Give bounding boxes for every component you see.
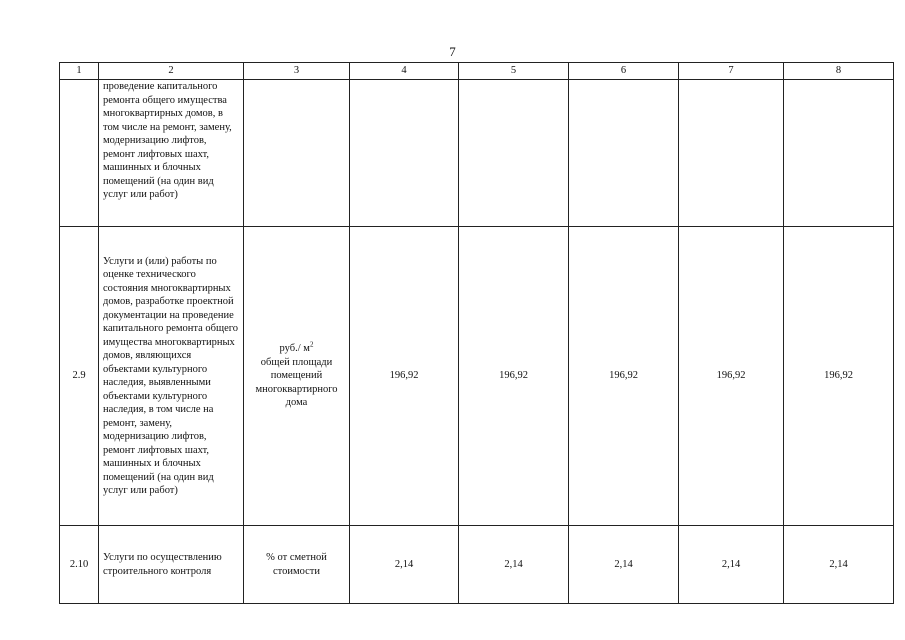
unit-cell: [244, 80, 350, 227]
value-cell: 2,14: [679, 526, 784, 604]
rates-table: [59, 62, 894, 604]
unit-superscript: 2: [309, 340, 314, 349]
value-cell: 2,14: [569, 526, 679, 604]
value-cell: [350, 80, 459, 227]
column-header: 4: [350, 63, 459, 80]
value-cell: 196,92: [350, 227, 459, 526]
column-header: 2: [99, 63, 244, 80]
column-header: 8: [784, 63, 894, 80]
value-cell: 196,92: [784, 227, 894, 526]
table-row: [60, 80, 894, 227]
column-header: 3: [244, 63, 350, 80]
value-cell: 196,92: [679, 227, 784, 526]
value-cell: 2,14: [784, 526, 894, 604]
table-row: [60, 526, 894, 604]
unit-main: руб./ м: [279, 343, 310, 355]
unit-cell: [244, 227, 350, 526]
value-cell: 196,92: [569, 227, 679, 526]
unit-rest: общей площади помещений многоквартирного дома: [255, 356, 338, 409]
value-cell: [459, 80, 569, 227]
row-number: 2.9: [60, 227, 99, 526]
value-cell: [569, 80, 679, 227]
table-header-row: [60, 63, 894, 80]
unit-cell: % от сметной стоимости: [244, 526, 350, 604]
column-header: 1: [60, 63, 99, 80]
row-number: [60, 80, 99, 227]
value-cell: 196,92: [459, 227, 569, 526]
column-header: 7: [679, 63, 784, 80]
service-description: проведение капитального ремонта общего имущества многоквартирных домов, в том числе на ремонт, замену, модернизацию лифтов, ремонт лифтовых шахт, машинных и блочных помещений (на один вид услуг или работ): [99, 80, 244, 227]
column-header: 5: [459, 63, 569, 80]
value-cell: 2,14: [350, 526, 459, 604]
row-number: 2.10: [60, 526, 99, 604]
service-description: Услуги по осуществлению строительного контроля: [99, 526, 244, 604]
value-cell: 2,14: [459, 526, 569, 604]
table-row: [60, 227, 894, 526]
page-number: 7: [449, 44, 456, 59]
column-header: 6: [569, 63, 679, 80]
value-cell: [679, 80, 784, 227]
service-description: Услуги и (или) работы по оценке технического состояния многоквартирных домов, разработке проектной документации на проведение капитального ремонта общего имущества многоквартирных домов, являющихся объектами культурного наследия, выявленными объектами культурного наследия, в том числе на ремонт, замену, модернизацию лифтов, ремонт лифтовых шахт, машинных и блочных помещений (на один вид услуг или работ): [99, 227, 244, 526]
value-cell: [784, 80, 894, 227]
